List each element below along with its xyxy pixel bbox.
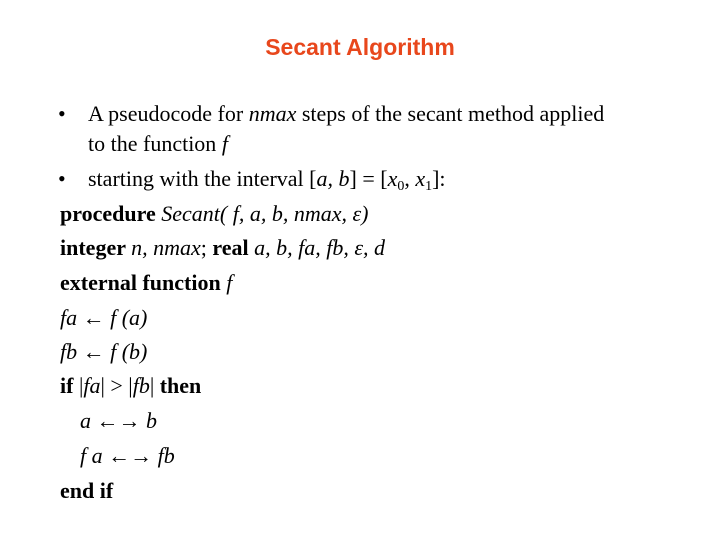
code-text: | [78,373,84,398]
code-text: | > | [100,373,133,398]
text: ]: [432,166,446,191]
text: starting with the interval [ [88,166,317,191]
code-line-declarations [60,235,385,261]
slide-title: Secant Algorithm [265,34,455,60]
text: A pseudocode for [88,101,249,126]
code-text: n, nmax [131,235,201,260]
keyword: real [212,235,255,260]
code-line-swap-fa-fb: f a ←→ fb [80,443,175,468]
keyword: then [159,373,202,398]
bullet-dot: • [58,166,66,191]
bullet-dot: • [58,101,66,126]
code-text: a, b, fa, fb, ε, d [254,235,386,260]
code-line-fb: fb ← f (b) [60,339,148,364]
keyword: if [60,373,79,398]
code-text: Secant( f, a, b, nmax, ε) [161,201,369,226]
code-line-swap-ab: a ←→ b [80,408,157,433]
keyword: integer [60,235,132,260]
code-line-end-if: end if [60,478,114,503]
var-nmax: nmax [248,101,297,126]
var-x0: x [387,166,398,191]
code-text: fa [83,373,101,398]
var-f: f [221,131,228,156]
keyword: external function [60,270,227,295]
code-line-procedure [60,201,368,227]
text: , [404,166,416,191]
text: ] = [ [349,166,388,191]
keyword: procedure [60,201,162,226]
code-text: ; [200,235,213,260]
code-text: f [226,270,233,295]
var-ab: a, b [316,166,350,191]
bullet-item-1 [58,101,678,161]
subscript-1: 1 [425,179,433,194]
text: steps of the secant method applied [296,101,605,126]
code-line-external [60,270,232,296]
subscript-0: 0 [397,179,405,194]
text: to the function [88,131,222,156]
code-text: | [149,373,160,398]
code-line-if [60,373,201,399]
var-x1: x [415,166,426,191]
code-line-fa: fa ← f (a) [60,305,148,330]
bullet-text-line-2 [88,131,228,157]
bullet-text [88,166,446,192]
code-text: fb [132,373,150,398]
bullet-item-2 [58,166,678,196]
bullet-text-line-1 [88,101,604,127]
